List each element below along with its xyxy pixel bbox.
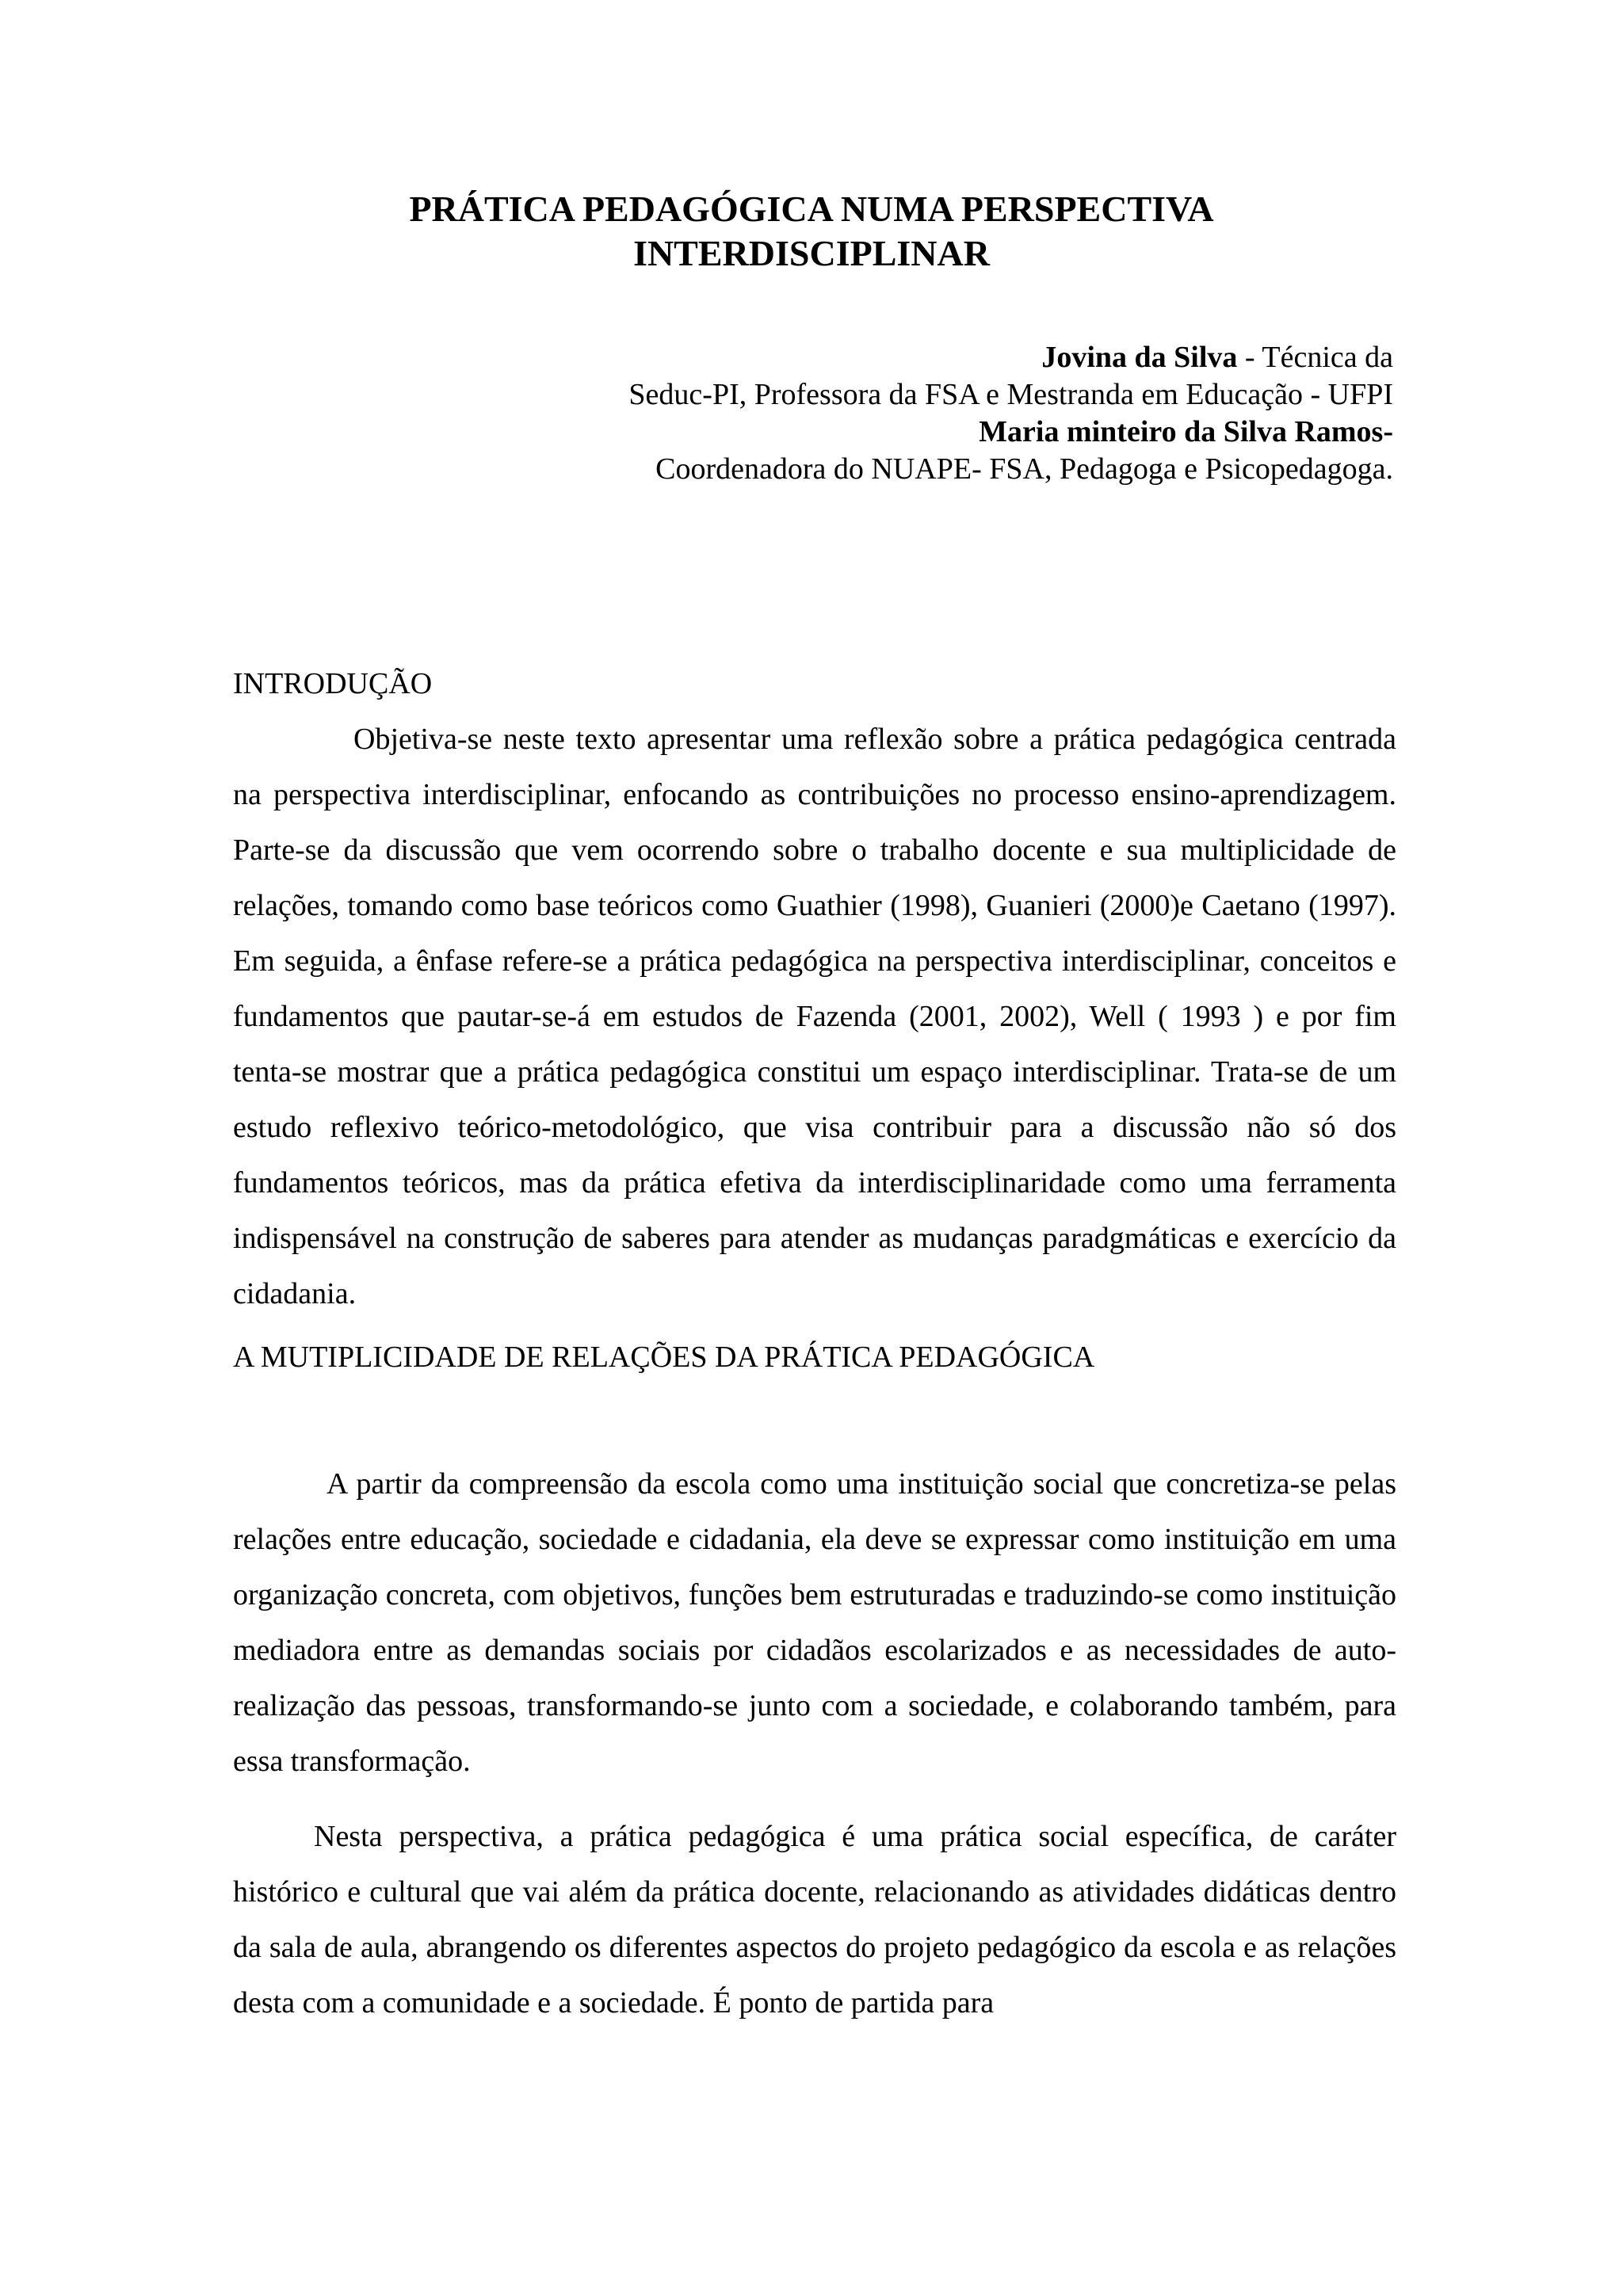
author-2-name: Maria minteiro da Silva Ramos-	[979, 415, 1393, 448]
section-2-heading: A MUTIPLICIDADE DE RELAÇÕES DA PRÁTICA PEDAGÓGICA	[233, 1341, 1095, 1374]
section-2-paragraph-2: Nesta perspectiva, a prática pedagógica é uma prática social específica, de caráter histórico e cultural que vai além da prática docente, relacionando as atividades didáticas dentro da sala de aula, abrangendo os diferentes aspectos do projeto pedagógico da escola e as relações desta com a comunidade e a sociedade. É ponto de partida para	[233, 1820, 1396, 2019]
author-1-name: Jovina da Silva	[1041, 341, 1238, 374]
author-1-role-a: - Técnica da	[1237, 341, 1393, 374]
author-block	[204, 339, 1393, 488]
section-2-paragraph-1: A partir da compreensão da escola como uma instituição social que concretiza-se pelas relações entre educação, sociedade e cidadania, ela deve se expressar como instituição em uma organização concreta, com objetivos, funções bem estruturadas e traduzindo-se como instituição mediadora entre as demandas sociais por cidadãos escolarizados e as necessidades de auto-realização das pessoas, transformando-se junto com a sociedade, e colaborando também, para essa transformação.	[233, 1467, 1396, 1778]
author-2-affiliation: Coordenadora do NUAPE- FSA, Pedagoga e Psicopedagoga.	[655, 452, 1393, 486]
author-1-affiliation: Seduc-PI, Professora da FSA e Mestranda em Educação - UFPI	[628, 378, 1393, 411]
introduction-paragraph: Objetiva-se neste texto apresentar uma reflexão sobre a prática pedagógica centrada na perspectiva interdisciplinar, enfocando as contribuições no processo ensino-aprendizagem. Parte-se da discussão que vem ocorrendo sobre o trabalho docente e sua multiplicidade de relações, tomando como base teóricos como Guathier (1998), Guanieri (2000)e Caetano (1997). Em seguida, a ênfase refere-se a prática pedagógica na perspectiva interdisciplinar, conceitos e fundamentos que pautar-se-á em estudos de Fazenda (2001, 2002), Well ( 1993 ) e por fim tenta-se mostrar que a prática pedagógica constitui um espaço interdisciplinar. Trata-se de um estudo reflexivo teórico-metodológico, que visa contribuir para a discussão não só dos fundamentos teóricos, mas da prática efetiva da interdisciplinaridade como uma ferramenta indispensável na construção de saberes para atender as mudanças paradgmáticas e exercício da cidadania.	[233, 723, 1396, 1310]
title-line-1: PRÁTICA PEDAGÓGICA NUMA PERSPECTIVA	[409, 189, 1214, 229]
author-2-line	[204, 414, 1393, 451]
title-line-2: INTERDISCIPLINAR	[633, 233, 990, 273]
introduction-heading: INTRODUÇÃO	[233, 667, 433, 700]
document-title	[0, 187, 1623, 276]
author-1-line	[204, 339, 1393, 376]
